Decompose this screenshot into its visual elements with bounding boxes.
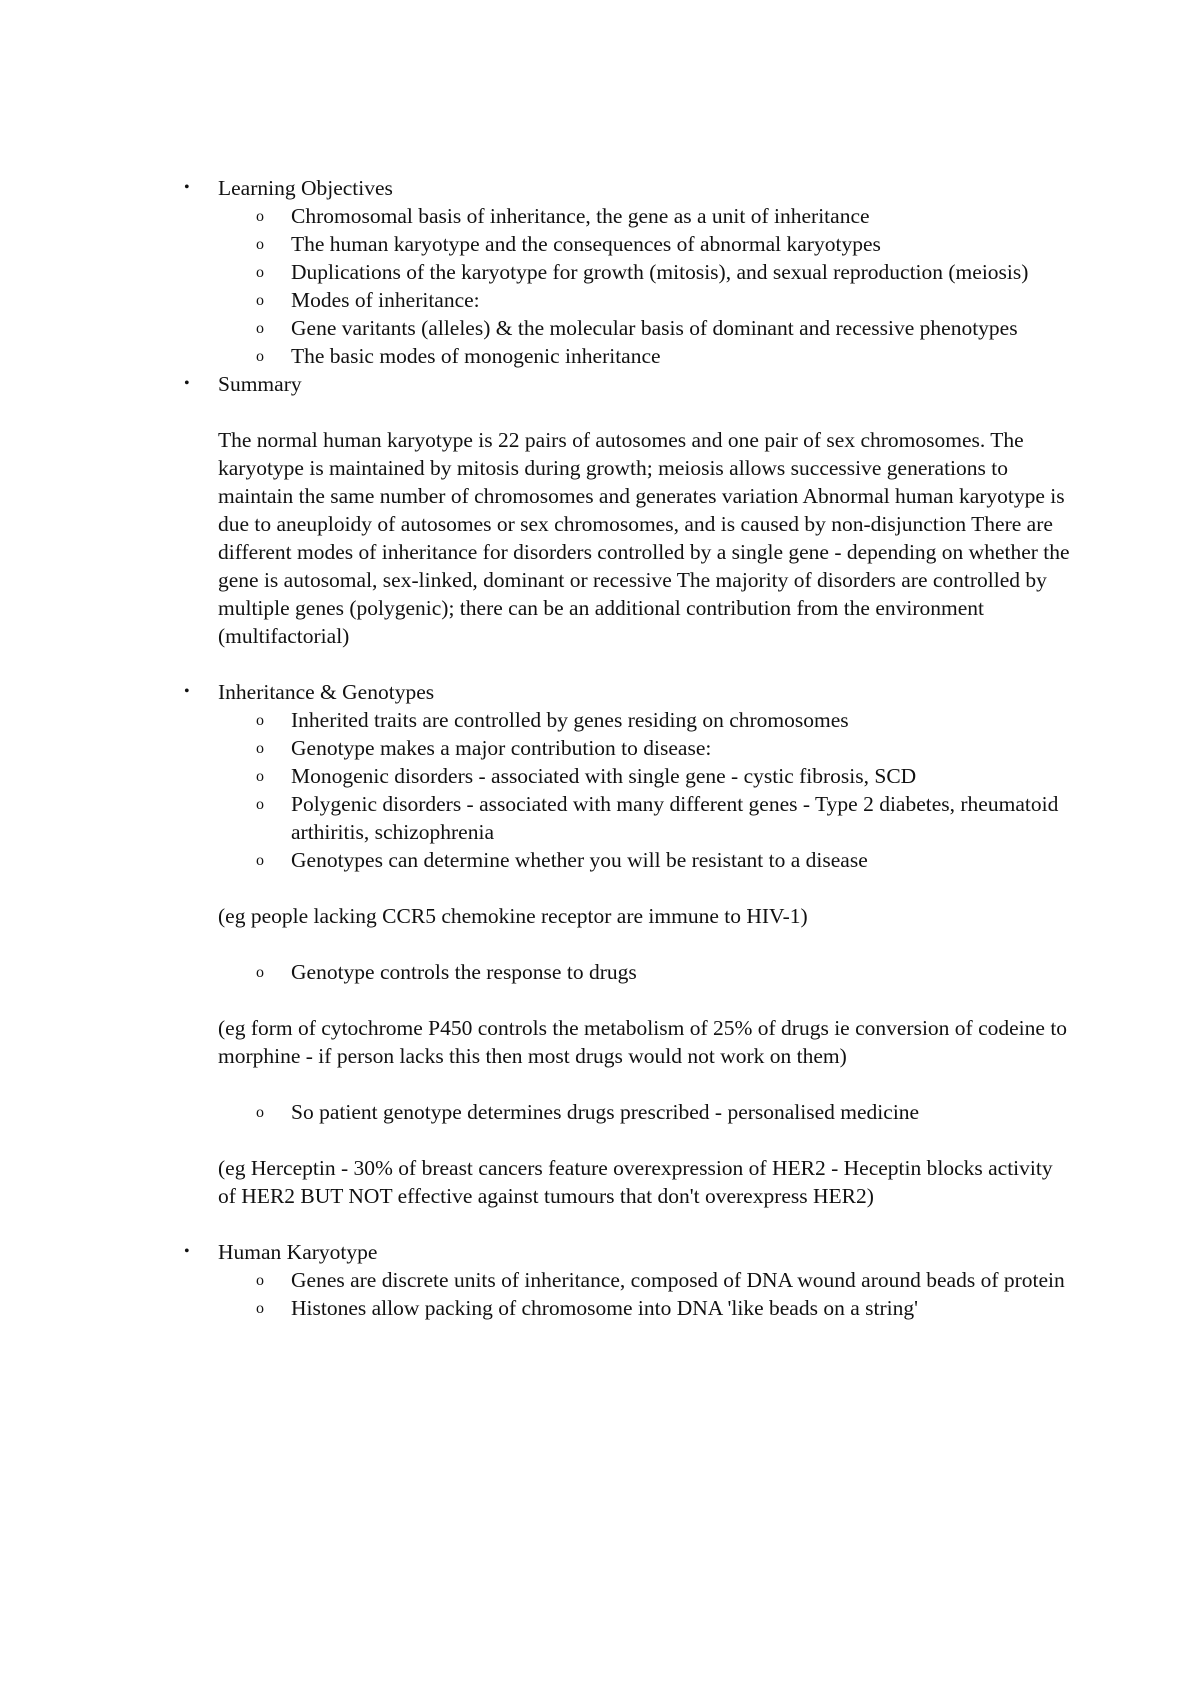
list-item — [0, 846, 1071, 874]
list-item-text: Genotypes can determine whether you will be resistant to a disease — [291, 848, 868, 872]
sub-bullet-icon: o — [256, 712, 264, 729]
spacer — [0, 650, 1200, 678]
list-item — [0, 314, 1071, 342]
heading-text: Learning Objectives — [218, 176, 393, 200]
bullet-icon: • — [184, 1243, 190, 1260]
summary-paragraph: The normal human karyotype is 22 pairs of autosomes and one pair of sex chromosomes. The karyotype is maintained by mitosis during growth; meiosis allows successive generations to maintain the same number of chromosomes and generates variation Abnormal human karyotype is due to aneuploidy of autosomes or sex chromosomes, and is caused by non-disjunction There are different modes of inheritance for disorders controlled by a single gene - depending on whether the gene is autosomal, sex-linked, dominant or recessive The majority of disorders are controlled by multiple genes (polygenic); there can be an additional contribution from the environment (multifactorial) — [218, 428, 1070, 648]
list-item — [0, 1294, 1071, 1322]
list-item — [0, 790, 1071, 846]
list-item — [0, 706, 1071, 734]
spacer — [0, 398, 1200, 426]
list-item — [0, 258, 1071, 286]
list-item-text: Genes are discrete units of inheritance, composed of DNA wound around beads of protein — [291, 1268, 1065, 1292]
bullet-icon: • — [184, 375, 190, 392]
list-item — [0, 762, 1071, 790]
spacer — [0, 930, 1200, 958]
note-ccr5: (eg people lacking CCR5 chemokine receptor are immune to HIV-1) — [218, 904, 808, 928]
sub-bullet-icon: o — [256, 264, 264, 281]
bullet-icon: • — [184, 179, 190, 196]
bullet-icon: • — [184, 683, 190, 700]
sub-bullet-icon: o — [256, 1300, 264, 1317]
section-heading-inheritance-genotypes — [0, 678, 1068, 706]
list-item-text: The human karyotype and the consequences of abnormal karyotypes — [291, 232, 881, 256]
list-item — [0, 202, 1071, 230]
spacer — [0, 874, 1200, 902]
spacer — [0, 1126, 1200, 1154]
section-heading-summary — [0, 370, 1068, 398]
sub-bullet-icon: o — [256, 852, 264, 869]
list-item-text: So patient genotype determines drugs prescribed - personalised medicine — [291, 1100, 920, 1124]
list-item — [0, 958, 1071, 986]
sub-bullet-icon: o — [256, 320, 264, 337]
list-item-text: Gene varitants (alleles) & the molecular basis of dominant and recessive phenotypes — [291, 316, 1018, 340]
section-heading-learning-objectives — [0, 174, 1068, 202]
list-item — [0, 1266, 1071, 1294]
list-item-text: Genotype controls the response to drugs — [291, 960, 637, 984]
list-item — [0, 1098, 1071, 1126]
list-item-text: Inherited traits are controlled by genes residing on chromosomes — [291, 708, 849, 732]
document-body — [0, 174, 1200, 1322]
heading-text: Inheritance & Genotypes — [218, 680, 435, 704]
sub-bullet-icon: o — [256, 236, 264, 253]
list-item-text: Polygenic disorders - associated with many different genes - Type 2 diabetes, rheumatoid arthiritis, schizophrenia — [291, 792, 1059, 844]
sub-bullet-icon: o — [256, 740, 264, 757]
heading-text: Summary — [218, 372, 302, 396]
list-item-text: The basic modes of monogenic inheritance — [291, 344, 661, 368]
spacer — [0, 1210, 1200, 1238]
sub-bullet-icon: o — [256, 1272, 264, 1289]
spacer — [0, 986, 1200, 1014]
sub-bullet-icon: o — [256, 292, 264, 309]
list-item-text: Chromosomal basis of inheritance, the gene as a unit of inheritance — [291, 204, 870, 228]
note-cytochrome: (eg form of cytochrome P450 controls the metabolism of 25% of drugs ie conversion of codeine to morphine - if person lacks this then most drugs would not work on them) — [218, 1016, 1068, 1068]
sub-bullet-icon: o — [256, 208, 264, 225]
list-item — [0, 286, 1071, 314]
heading-text: Human Karyotype — [218, 1240, 378, 1264]
list-item-text: Modes of inheritance: — [291, 288, 480, 312]
sub-bullet-icon: o — [256, 348, 264, 365]
list-item — [0, 734, 1071, 762]
spacer — [0, 1070, 1200, 1098]
list-item-text: Histones allow packing of chromosome into DNA 'like beads on a string' — [291, 1296, 918, 1320]
list-item-text: Genotype makes a major contribution to disease: — [291, 736, 712, 760]
list-item — [0, 230, 1071, 258]
list-item-text: Duplications of the karyotype for growth (mitosis), and sexual reproduction (meiosis) — [291, 260, 1029, 284]
list-item-text: Monogenic disorders - associated with single gene - cystic fibrosis, SCD — [291, 764, 917, 788]
sub-bullet-icon: o — [256, 768, 264, 785]
sub-bullet-icon: o — [256, 796, 264, 813]
sub-bullet-icon: o — [256, 1104, 264, 1121]
sub-bullet-icon: o — [256, 964, 264, 981]
note-herceptin: (eg Herceptin - 30% of breast cancers feature overexpression of HER2 - Heceptin blocks activity of HER2 BUT NOT effective against tumours that don't overexpress HER2) — [218, 1156, 1053, 1208]
list-item — [0, 342, 1071, 370]
section-heading-human-karyotype — [0, 1238, 1068, 1266]
